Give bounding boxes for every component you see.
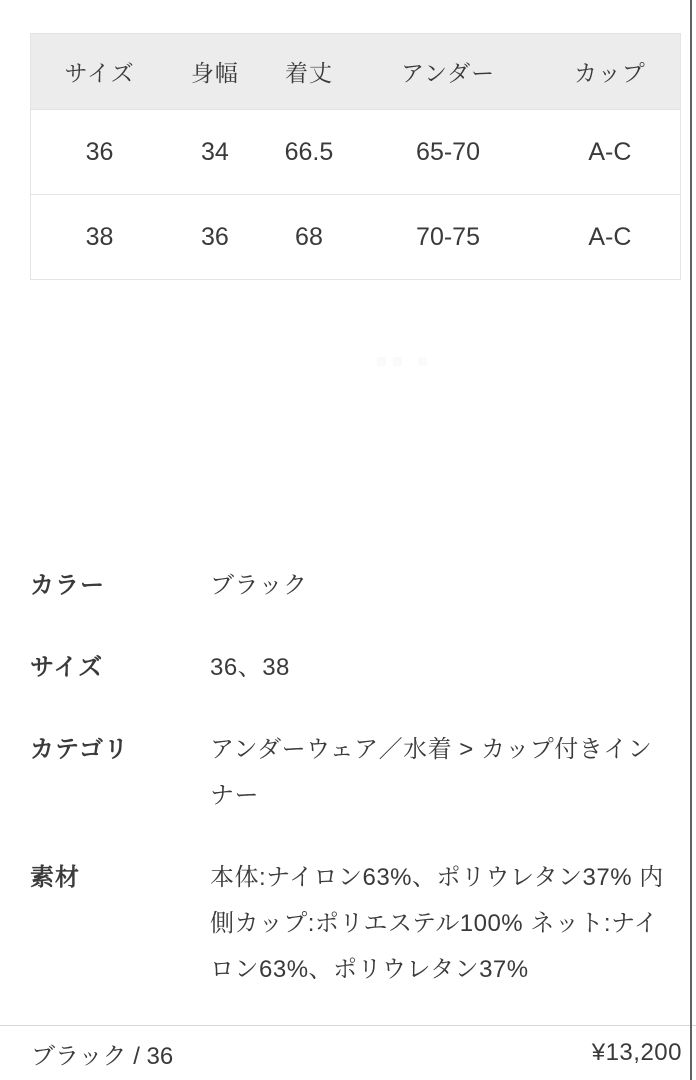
cell-width: 34 <box>168 110 261 195</box>
faint-loading-dots <box>377 357 427 366</box>
product-details-list <box>30 563 670 1029</box>
table-header-row <box>31 34 681 110</box>
cell-length: 66.5 <box>262 110 357 195</box>
cell-length: 68 <box>262 195 357 280</box>
column-header-under: アンダー <box>356 34 539 110</box>
detail-value-material: 本体:ナイロン63%、ポリウレタン37% 内側カップ:ポリエステル100% ネット:ナイロン63%、ポリウレタン37% <box>210 864 664 983</box>
column-header-length: 着丈 <box>262 34 357 110</box>
size-spec-table <box>30 33 681 280</box>
cell-cup: A-C <box>540 110 681 195</box>
detail-row-category <box>30 727 670 819</box>
cell-width: 36 <box>168 195 261 280</box>
column-header-width: 身幅 <box>168 34 261 110</box>
purchase-bottom-bar <box>0 1025 696 1080</box>
cell-cup: A-C <box>540 195 681 280</box>
detail-row-material <box>30 855 670 993</box>
selected-variant-label: ブラック / 36 <box>31 1042 174 1070</box>
detail-label-category: カテゴリ <box>30 736 130 763</box>
table-row <box>31 110 681 195</box>
table-row <box>31 195 681 280</box>
detail-row-color <box>30 563 670 609</box>
detail-value-color: ブラック <box>210 572 308 599</box>
dot-icon <box>418 357 427 366</box>
column-header-cup: カップ <box>540 34 681 110</box>
detail-value-size: 36、38 <box>210 654 290 681</box>
dot-icon <box>393 357 402 366</box>
detail-value-category: アンダーウェア／水着 > カップ付きインナー <box>210 736 653 809</box>
cell-under: 65-70 <box>356 110 539 195</box>
detail-label-size: サイズ <box>30 654 104 681</box>
detail-label-material: 素材 <box>30 864 80 891</box>
size-spec-table-header <box>31 34 681 110</box>
cell-size: 38 <box>31 195 169 280</box>
detail-row-size <box>30 645 670 691</box>
right-edge-divider-line <box>690 0 692 1080</box>
cell-size: 36 <box>31 110 169 195</box>
cell-under: 70-75 <box>356 195 539 280</box>
column-header-size: サイズ <box>31 34 169 110</box>
dot-icon <box>377 357 386 366</box>
price-label: ¥13,200 <box>591 1039 682 1066</box>
detail-label-color: カラー <box>30 572 105 599</box>
